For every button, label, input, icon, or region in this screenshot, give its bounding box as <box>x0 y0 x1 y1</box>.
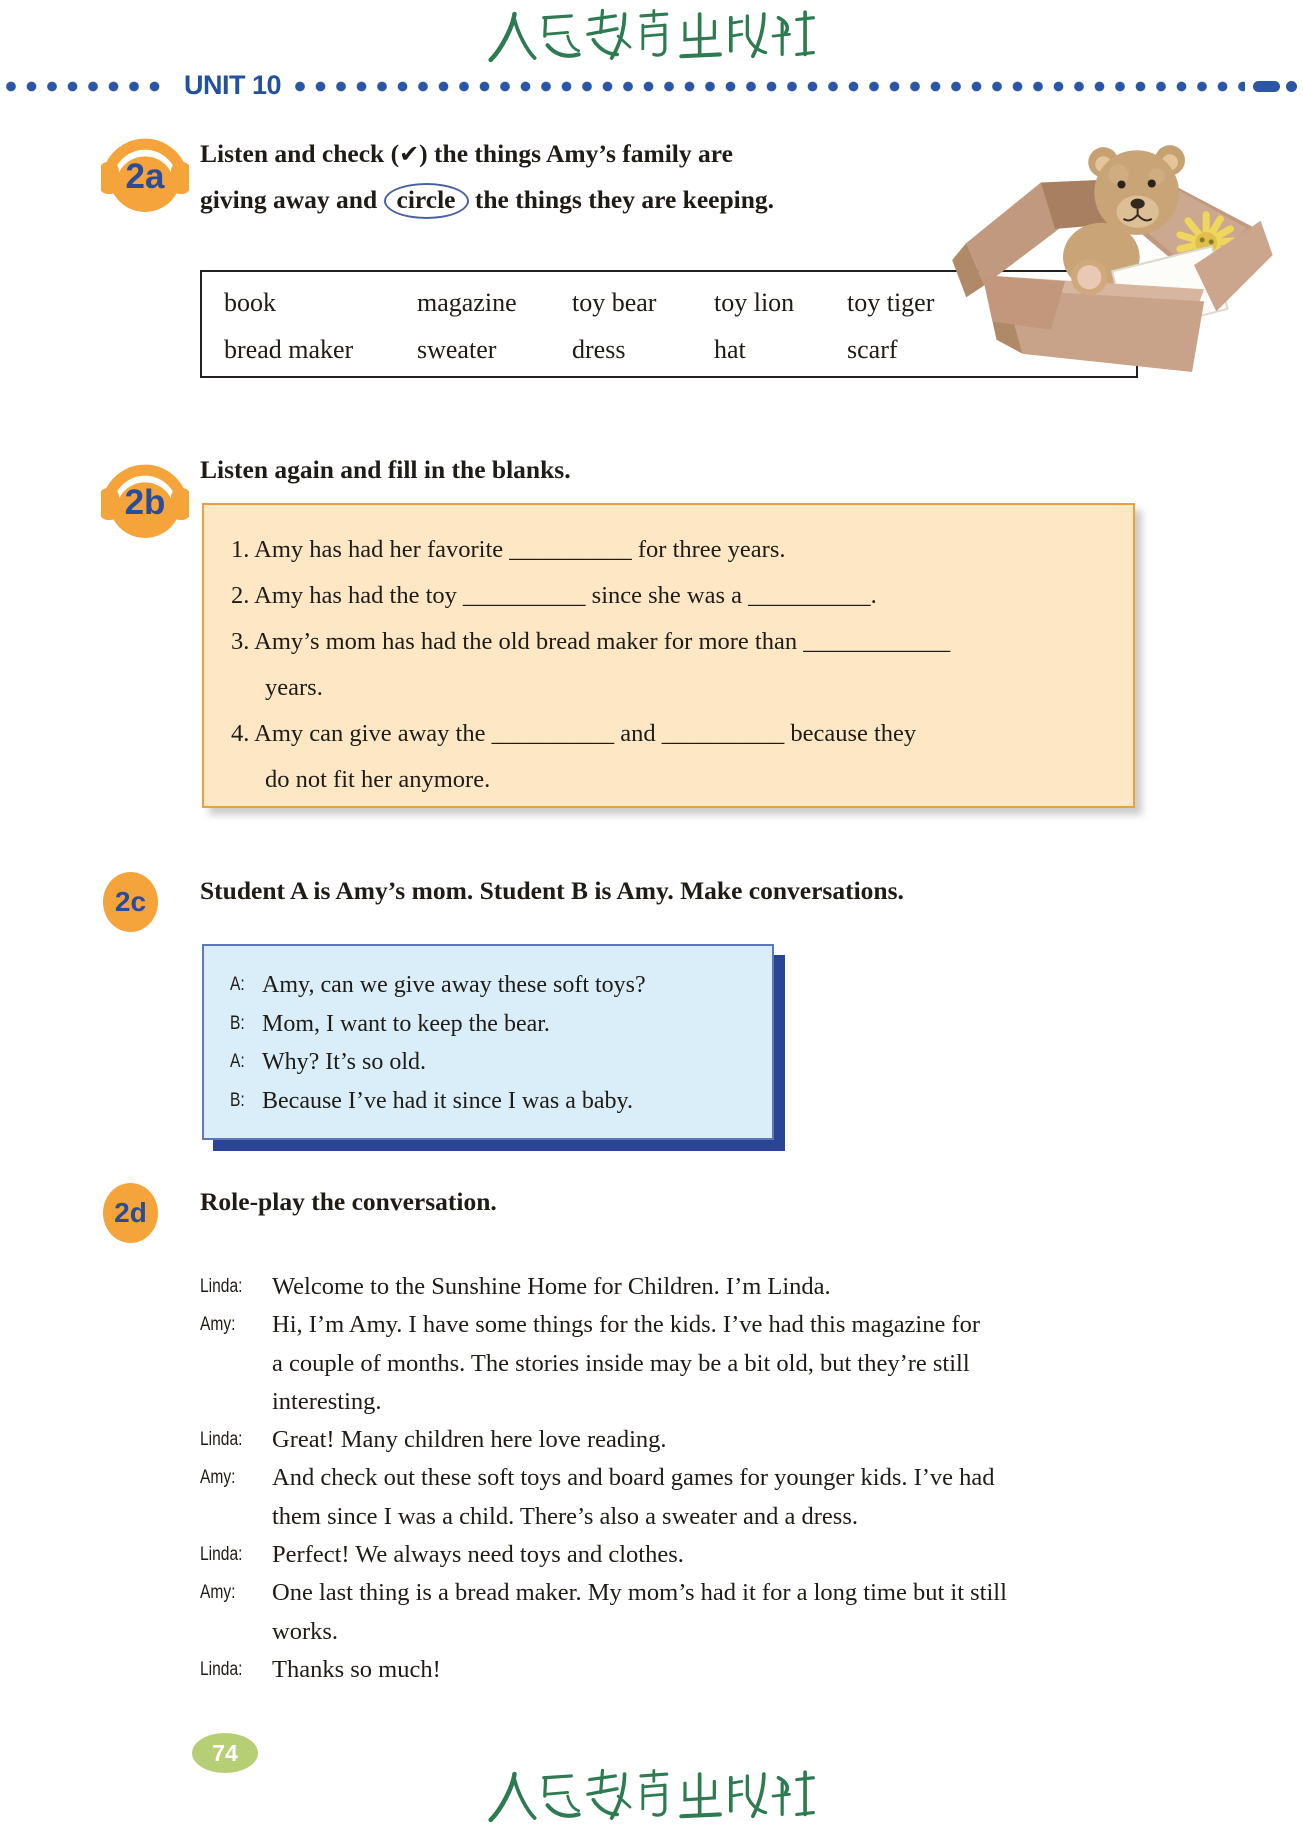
conversation-line <box>200 1421 1200 1459</box>
badge-2c-label: 2c <box>114 886 147 917</box>
instruction-2a <box>200 131 774 222</box>
blank-item-2: 2. Amy has had the toy __________ since she was a __________. <box>231 582 877 609</box>
word-item: hat <box>714 335 746 364</box>
instruction-2d-text: Role-play the conversation. <box>200 1187 497 1216</box>
teddy-bear-box-image <box>952 124 1290 376</box>
publisher-calligraphy-footer <box>487 1766 817 1828</box>
conversation-line <box>200 1268 1200 1306</box>
blank-item-4-cont: do not fit her anymore. <box>265 766 491 793</box>
instruction-2b <box>200 447 571 492</box>
speaker-label: Linda: <box>200 1544 243 1566</box>
word-item: toy bear <box>572 288 657 317</box>
word-item: scarf <box>847 335 898 364</box>
role-play-conversation <box>200 1268 1200 1689</box>
activity-badge-2c <box>103 872 158 932</box>
instruction-2a-text3: giving away and <box>200 185 384 214</box>
conversation-text: One last thing is a bread maker. My mom’s had it for a long time but it still <box>272 1579 1007 1607</box>
speaker-label <box>200 1498 259 1536</box>
conversation-line <box>200 1459 1200 1497</box>
dotted-rule-left <box>6 81 168 92</box>
word-item: magazine <box>417 288 517 317</box>
conversation-line <box>200 1651 1200 1689</box>
speaker-label: A: <box>230 974 245 995</box>
speaker-label <box>200 1383 259 1421</box>
conversation-line <box>200 1383 1200 1421</box>
conversation-text: Great! Many children here love reading. <box>272 1426 667 1454</box>
speaker-label: Amy: <box>200 1467 236 1489</box>
blank-item-3-cont: years. <box>265 674 323 701</box>
activity-badge-2d <box>103 1183 158 1243</box>
word-item: book <box>224 288 276 317</box>
instruction-2a-text2: ) the things Amy’s family are <box>419 139 733 168</box>
dialogue-text: Because I’ve had it since I was a baby. <box>262 1087 633 1114</box>
speaker-label: Linda: <box>200 1276 243 1297</box>
model-dialogue-box <box>202 944 774 1140</box>
conversation-text: interesting. <box>272 1387 382 1415</box>
speaker-label: B: <box>230 1089 245 1111</box>
conversation-text: Thanks so much! <box>272 1655 441 1683</box>
badge-2a-label: 2a <box>125 157 165 196</box>
conversation-text: Hi, I’m Amy. I have some things for the kids. I’ve had this magazine for <box>272 1311 981 1339</box>
conversation-line <box>200 1498 1200 1536</box>
speaker-label: Linda: <box>200 1658 243 1680</box>
word-item: sweater <box>417 335 497 364</box>
instruction-2a-text4: the things they are keeping. <box>468 185 775 214</box>
dotted-rule-right <box>295 81 1245 92</box>
blank-item-1: 1. Amy has had her favorite __________ for three years. <box>231 536 786 563</box>
dialogue-line <box>230 1005 772 1044</box>
blank-item-3: 3. Amy’s mom has had the old bread maker for more than ____________ <box>231 628 951 655</box>
conversation-text: a couple of months. The stories inside may be a bit old, but they’re still <box>272 1349 970 1377</box>
speaker-label: Amy: <box>200 1582 236 1604</box>
speaker-label <box>200 1613 259 1651</box>
rule-end-dot <box>1286 81 1297 92</box>
unit-header-rule <box>6 69 1297 100</box>
conversation-text: Perfect! We always need toys and clothes. <box>272 1541 684 1569</box>
activity-badge-2b-headphones-icon <box>101 448 189 540</box>
conversation-text: works. <box>272 1617 339 1645</box>
conversation-line <box>200 1306 1200 1344</box>
dialogue-text: Amy, can we give away these soft toys? <box>262 972 646 998</box>
dialogue-line <box>230 966 772 1005</box>
conversation-line <box>200 1613 1200 1651</box>
instruction-2c <box>200 868 904 913</box>
dialogue-text: Why? It’s so old. <box>262 1049 426 1075</box>
dialogue-line <box>230 1043 772 1082</box>
page-number: 74 <box>212 1739 238 1766</box>
page-number-badge <box>192 1733 258 1773</box>
conversation-line <box>200 1574 1200 1612</box>
badge-2d-label: 2d <box>114 1197 147 1228</box>
conversation-text: them since I was a child. There’s also a sweater and a dress. <box>272 1502 858 1530</box>
activity-badge-2a-headphones-icon <box>101 122 189 214</box>
fill-in-blanks-box <box>202 503 1135 808</box>
publisher-calligraphy-header <box>487 6 817 68</box>
word-item: toy tiger <box>847 288 935 317</box>
speaker-label: Amy: <box>200 1314 236 1336</box>
conversation-text: Welcome to the Sunshine Home for Children. I’m Linda. <box>272 1273 831 1300</box>
instruction-2c-text: Student A is Amy’s mom. Student B is Amy. Make conversations. <box>200 876 904 905</box>
instruction-2d <box>200 1179 497 1224</box>
speaker-label: Linda: <box>200 1429 243 1451</box>
instruction-2b-text: Listen again and fill in the blanks. <box>200 455 571 484</box>
speaker-label <box>200 1345 259 1383</box>
badge-2b-label: 2b <box>124 483 166 522</box>
instruction-2a-text: Listen and check ( <box>200 139 400 168</box>
unit-title: UNIT 10 <box>184 69 282 100</box>
dialogue-text: Mom, I want to keep the bear. <box>262 1010 550 1037</box>
dialogue-line <box>230 1082 772 1121</box>
speaker-label: B: <box>230 1012 245 1034</box>
word-item: bread maker <box>224 335 354 364</box>
conversation-line <box>200 1536 1200 1574</box>
word-item: toy lion <box>714 288 795 317</box>
rule-end-dash <box>1253 81 1280 92</box>
speaker-label: A: <box>230 1051 245 1072</box>
word-item: dress <box>572 335 626 364</box>
conversation-line <box>200 1345 1200 1383</box>
conversation-text: And check out these soft toys and board games for younger kids. I’ve had <box>272 1464 995 1492</box>
check-mark-icon: ✔ <box>399 140 420 168</box>
circled-word: circle <box>384 183 469 219</box>
blank-item-4: 4. Amy can give away the __________ and __________ because they <box>231 720 917 747</box>
